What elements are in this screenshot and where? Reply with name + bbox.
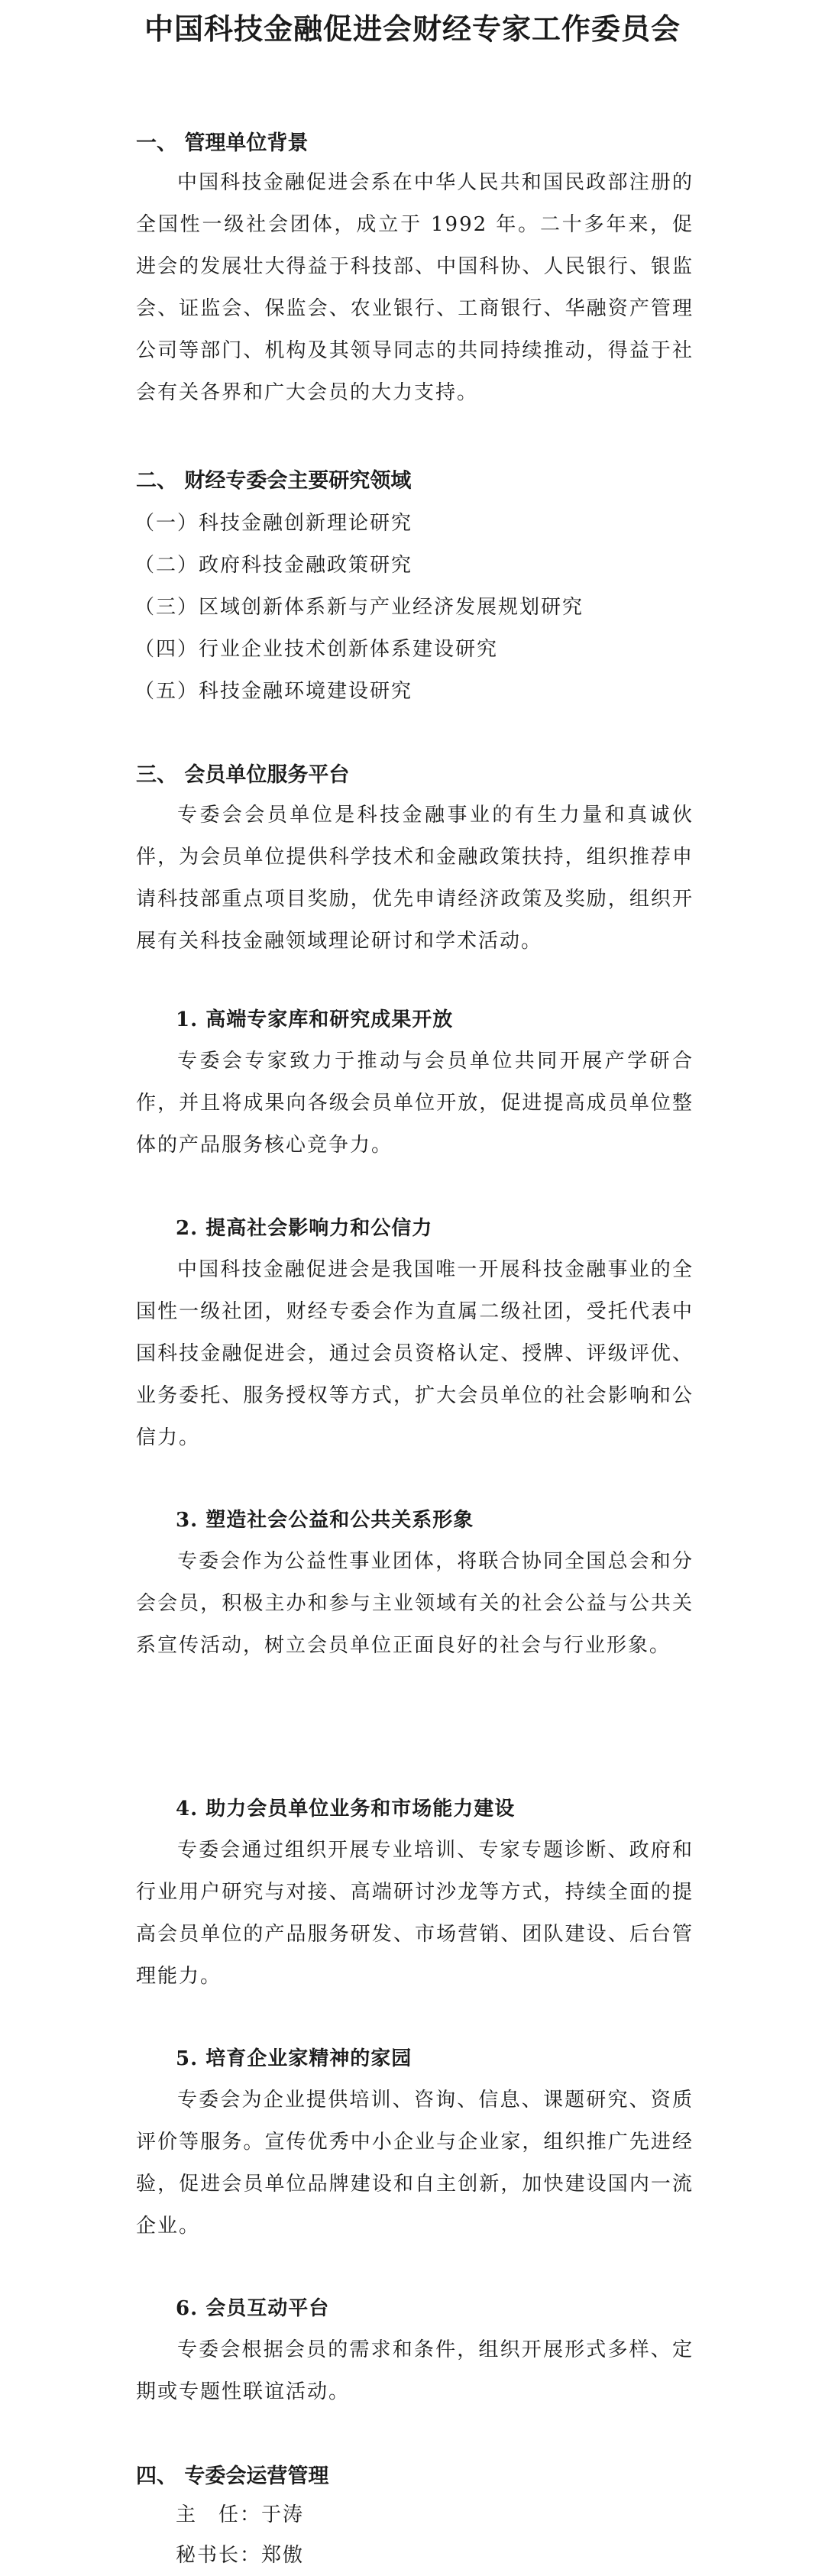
section-4-heading: 四、 专委会运营管理 <box>136 2464 329 2488</box>
subsection-6-paragraph: 专委会根据会员的需求和条件，组织开展形式多样、定期或专题性联谊活动。 <box>136 2338 694 2403</box>
research-item-2: （二）政府科技金融政策研究 <box>134 554 413 577</box>
research-item-4: （四）行业企业技术创新体系建设研究 <box>134 638 499 661</box>
research-item-5: （五）科技金融环境建设研究 <box>134 680 413 703</box>
subsection-4-heading: 4. 助力会员单位业务和市场能力建设 <box>176 1798 516 1820</box>
section-1-heading: 一、 管理单位背景 <box>136 131 309 155</box>
research-item-1: （一）科技金融创新理论研究 <box>134 512 413 535</box>
subsection-3-heading: 3. 塑造社会公益和公共关系形象 <box>176 1509 474 1532</box>
subsection-5-paragraph: 专委会为企业提供培训、咨询、信息、课题研究、资质评价等服务。宣传优秀中小企业与企业家，组织推广先进经验，促进会员单位品牌建设和自主创新，加快建设国内一流企业。 <box>136 2089 694 2238</box>
section-2-heading: 二、 财经专委会主要研究领域 <box>136 469 412 493</box>
subsection-6-heading: 6. 会员互动平台 <box>176 2297 330 2320</box>
subsection-5-heading: 5. 培育企业家精神的家园 <box>176 2047 412 2070</box>
secretary-general-line: 秘书长：郑傲 <box>176 2544 305 2567</box>
subsection-1-paragraph: 专委会专家致力于推动与会员单位共同开展产学研合作，并且将成果向各级会员单位开放，促进提高成员单位整体的产品服务核心竞争力。 <box>136 1050 694 1157</box>
section-3-paragraph: 专委会会员单位是科技金融事业的有生力量和真诚伙伴，为会员单位提供科学技术和金融政策扶持，组织推荐申请科技部重点项目奖励，优先申请经济政策及奖励，组织开展有关科技金融领域理论研讨和学术活动。 <box>136 804 694 953</box>
section-3-heading: 三、 会员单位服务平台 <box>136 763 350 787</box>
subsection-2-heading: 2. 提高社会影响力和公信力 <box>176 1217 433 1240</box>
subsection-3-paragraph: 专委会作为公益性事业团体，将联合协同全国总会和分会会员，积极主办和参与主业领域有关的社会公益与公共关系宣传活动，树立会员单位正面良好的社会与行业形象。 <box>136 1550 694 1657</box>
section-1-paragraph: 中国科技金融促进会系在中华人民共和国民政部注册的全国性一级社会团体，成立于 1992 年。二十多年来，促进会的发展壮大得益于科技部、中国科协、人民银行、银监会、证监会、保监会、农业银行、工商银行、华融资产管理公司等部门、机构及其领导同志的共同持续推动，得益于社会有关各界和广大会员的大力支持。 <box>136 171 694 404</box>
research-item-3: （三）区域创新体系新与产业经济发展规划研究 <box>134 596 584 619</box>
subsection-4-paragraph: 专委会通过组织开展专业培训、专家专题诊断、政府和行业用户研究与对接、高端研讨沙龙等方式，持续全面的提高会员单位的产品服务研发、市场营销、团队建设、后台管理能力。 <box>136 1839 694 1988</box>
subsection-1-heading: 1. 高端专家库和研究成果开放 <box>176 1008 454 1031</box>
director-line: 主 任：于涛 <box>176 2503 305 2526</box>
subsection-2-paragraph: 中国科技金融促进会是我国唯一开展科技金融事业的全国性一级社团，财经专委会作为直属二级社团，受托代表中国科技金融促进会，通过会员资格认定、授牌、评级评优、业务委托、服务授权等方式，扩大会员单位的社会影响和公信力。 <box>136 1258 694 1449</box>
document-title: 中国科技金融促进会财经专家工作委员会 <box>144 11 681 46</box>
